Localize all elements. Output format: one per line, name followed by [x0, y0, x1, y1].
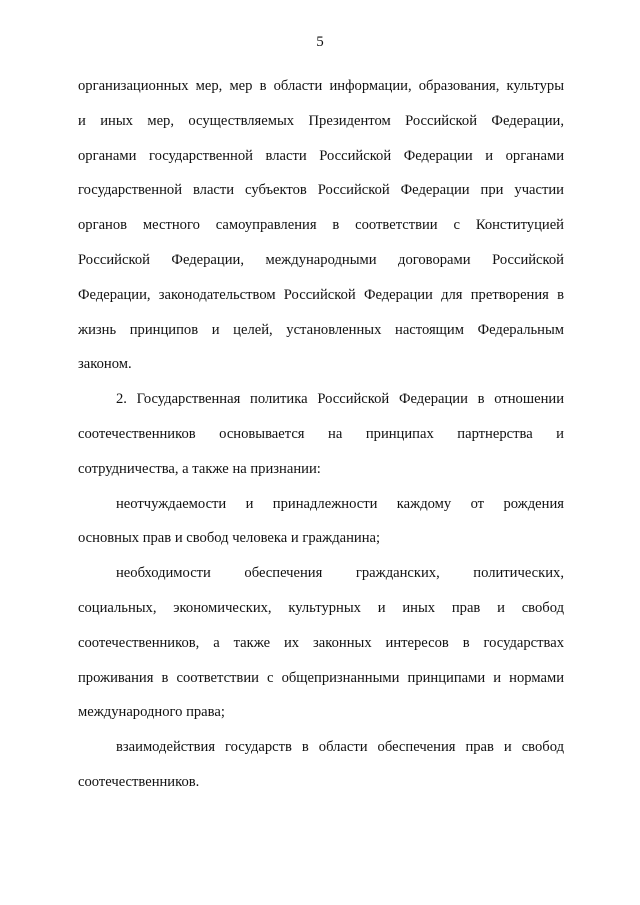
text-line: органов местного самоуправления в соответствии с Конституцией — [78, 217, 564, 234]
text-line: проживания в соответствии с общепризнанными принципами и нормами — [78, 669, 564, 686]
text-line: международного права; — [78, 704, 225, 721]
text-line: Российской Федерации, международными договорами Российской — [78, 251, 564, 268]
text-line: жизнь принципов и целей, установленных настоящим Федеральным — [78, 321, 564, 338]
text-line: организационных мер, мер в области информации, образования, культуры — [78, 78, 564, 94]
text-line: органами государственной власти Российской Федерации и органами — [78, 147, 564, 164]
text-line: государственной власти субъектов Российской Федерации при участии — [78, 182, 564, 199]
text-line: неотчуждаемости и принадлежности каждому от рождения — [116, 495, 564, 512]
paragraph-section-2 — [78, 382, 564, 486]
text-line: необходимости обеспечения гражданских, политических, — [116, 565, 564, 582]
text-line: соотечественников основывается на принципах партнерства и — [78, 425, 564, 442]
paragraph-necessity — [78, 556, 564, 730]
paragraph-continuation — [78, 69, 564, 382]
text-line: взаимодействия государств в области обеспечения прав и свобод — [116, 739, 564, 756]
text-line: законом. — [78, 356, 132, 373]
paragraph-interaction — [78, 730, 564, 800]
text-line: 2. Государственная политика Российской Федерации в отношении — [116, 391, 564, 408]
text-line: Федерации, законодательством Российской Федерации для претворения в — [78, 286, 564, 303]
text-line: социальных, экономических, культурных и иных прав и свобод — [78, 599, 564, 616]
text-line: и иных мер, осуществляемых Президентом Российской Федерации, — [78, 112, 564, 129]
page-number: 5 — [316, 34, 324, 50]
text-line: основных прав и свобод человека и гражданина; — [78, 530, 381, 547]
text-line: сотрудничества, а также на признании: — [78, 460, 321, 477]
text-line: соотечественников, а также их законных интересов в государствах — [78, 634, 564, 651]
paragraph-inalienability — [78, 487, 564, 557]
text-line: соотечественников. — [78, 773, 200, 790]
document-body — [78, 69, 564, 800]
